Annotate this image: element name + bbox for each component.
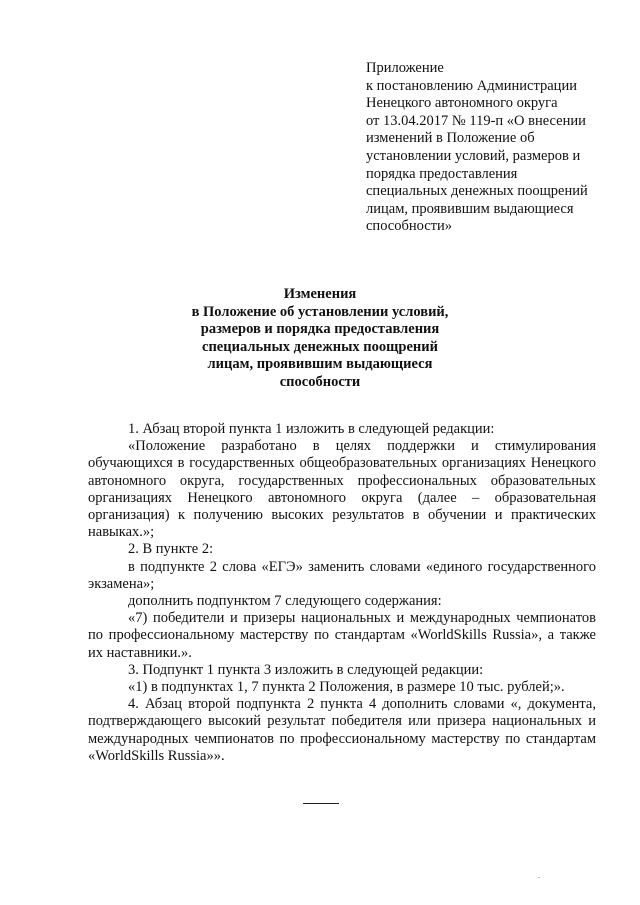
appendix-line: изменений в Положение об <box>366 130 535 147</box>
appendix-line: порядка предоставления <box>366 165 518 182</box>
appendix-line: специальных денежных поощрений <box>366 183 588 200</box>
title-line: в Положение об установлении условий, <box>191 303 449 320</box>
title-line: размеров и порядка предоставления <box>200 321 440 338</box>
title-line: Изменения <box>283 286 357 302</box>
title-line: способности <box>279 373 361 390</box>
title-line: специальных денежных поощрений <box>202 338 438 355</box>
item-2-quote: «7) победители и призеры национальных и международных чемпионатов по профессиональному мастерству по стандартам «WorldSkills Russia», а также их наставники.». <box>88 610 596 661</box>
appendix-line: к постановлению Администрации <box>366 77 577 94</box>
item-2-subitem-b: дополнить подпунктом 7 следующего содержания: <box>128 593 442 610</box>
document-title <box>150 286 490 392</box>
scan-speck <box>538 877 540 878</box>
appendix-line: установлении условий, размеров и <box>366 147 581 164</box>
item-2-subitem-a: в подпункте 2 слова «ЕГЭ» заменить словами «единого государственного экзамена»; <box>88 558 596 592</box>
appendix-line: лицам, проявившим выдающиеся <box>366 200 574 217</box>
appendix-line: способности» <box>366 218 453 235</box>
appendix-header <box>366 60 616 236</box>
item-3-intro: 3. Подпункт 1 пункта 3 изложить в следующей редакции: <box>128 661 484 678</box>
closing-rule <box>303 803 339 804</box>
item-2-intro: 2. В пункте 2: <box>128 541 214 558</box>
appendix-line: от 13.04.2017 № 119-п «О внесении <box>366 112 586 129</box>
item-4: 4. Абзац второй подпункта 2 пункта 4 дополнить словами «, документа, подтверждающего высокий результат победителя или призера национальных и международных чемпионатов по профессиональному мастерству по стандартам «WorldSkills Russia»». <box>88 696 596 764</box>
appendix-line: Ненецкого автономного округа <box>366 95 558 112</box>
item-1-quote: «Положение разработано в целях поддержки и стимулирования обучающихся в государственных общеобразовательных организациях Ненецкого автономного округа, государственных профессиональных образовательных организациях Ненецкого автономного округа (далее – образовательная организация) к получению высоких результатов в обучении и практических навыках.»; <box>88 438 596 541</box>
document-body <box>88 421 596 765</box>
item-3-quote: «1) в подпунктах 1, 7 пункта 2 Положения, в размере 10 тыс. рублей;». <box>128 679 565 696</box>
item-1-intro: 1. Абзац второй пункта 1 изложить в следующей редакции: <box>128 421 495 437</box>
appendix-line: Приложение <box>366 60 444 76</box>
title-line: лицам, проявившим выдающиеся <box>207 356 433 373</box>
